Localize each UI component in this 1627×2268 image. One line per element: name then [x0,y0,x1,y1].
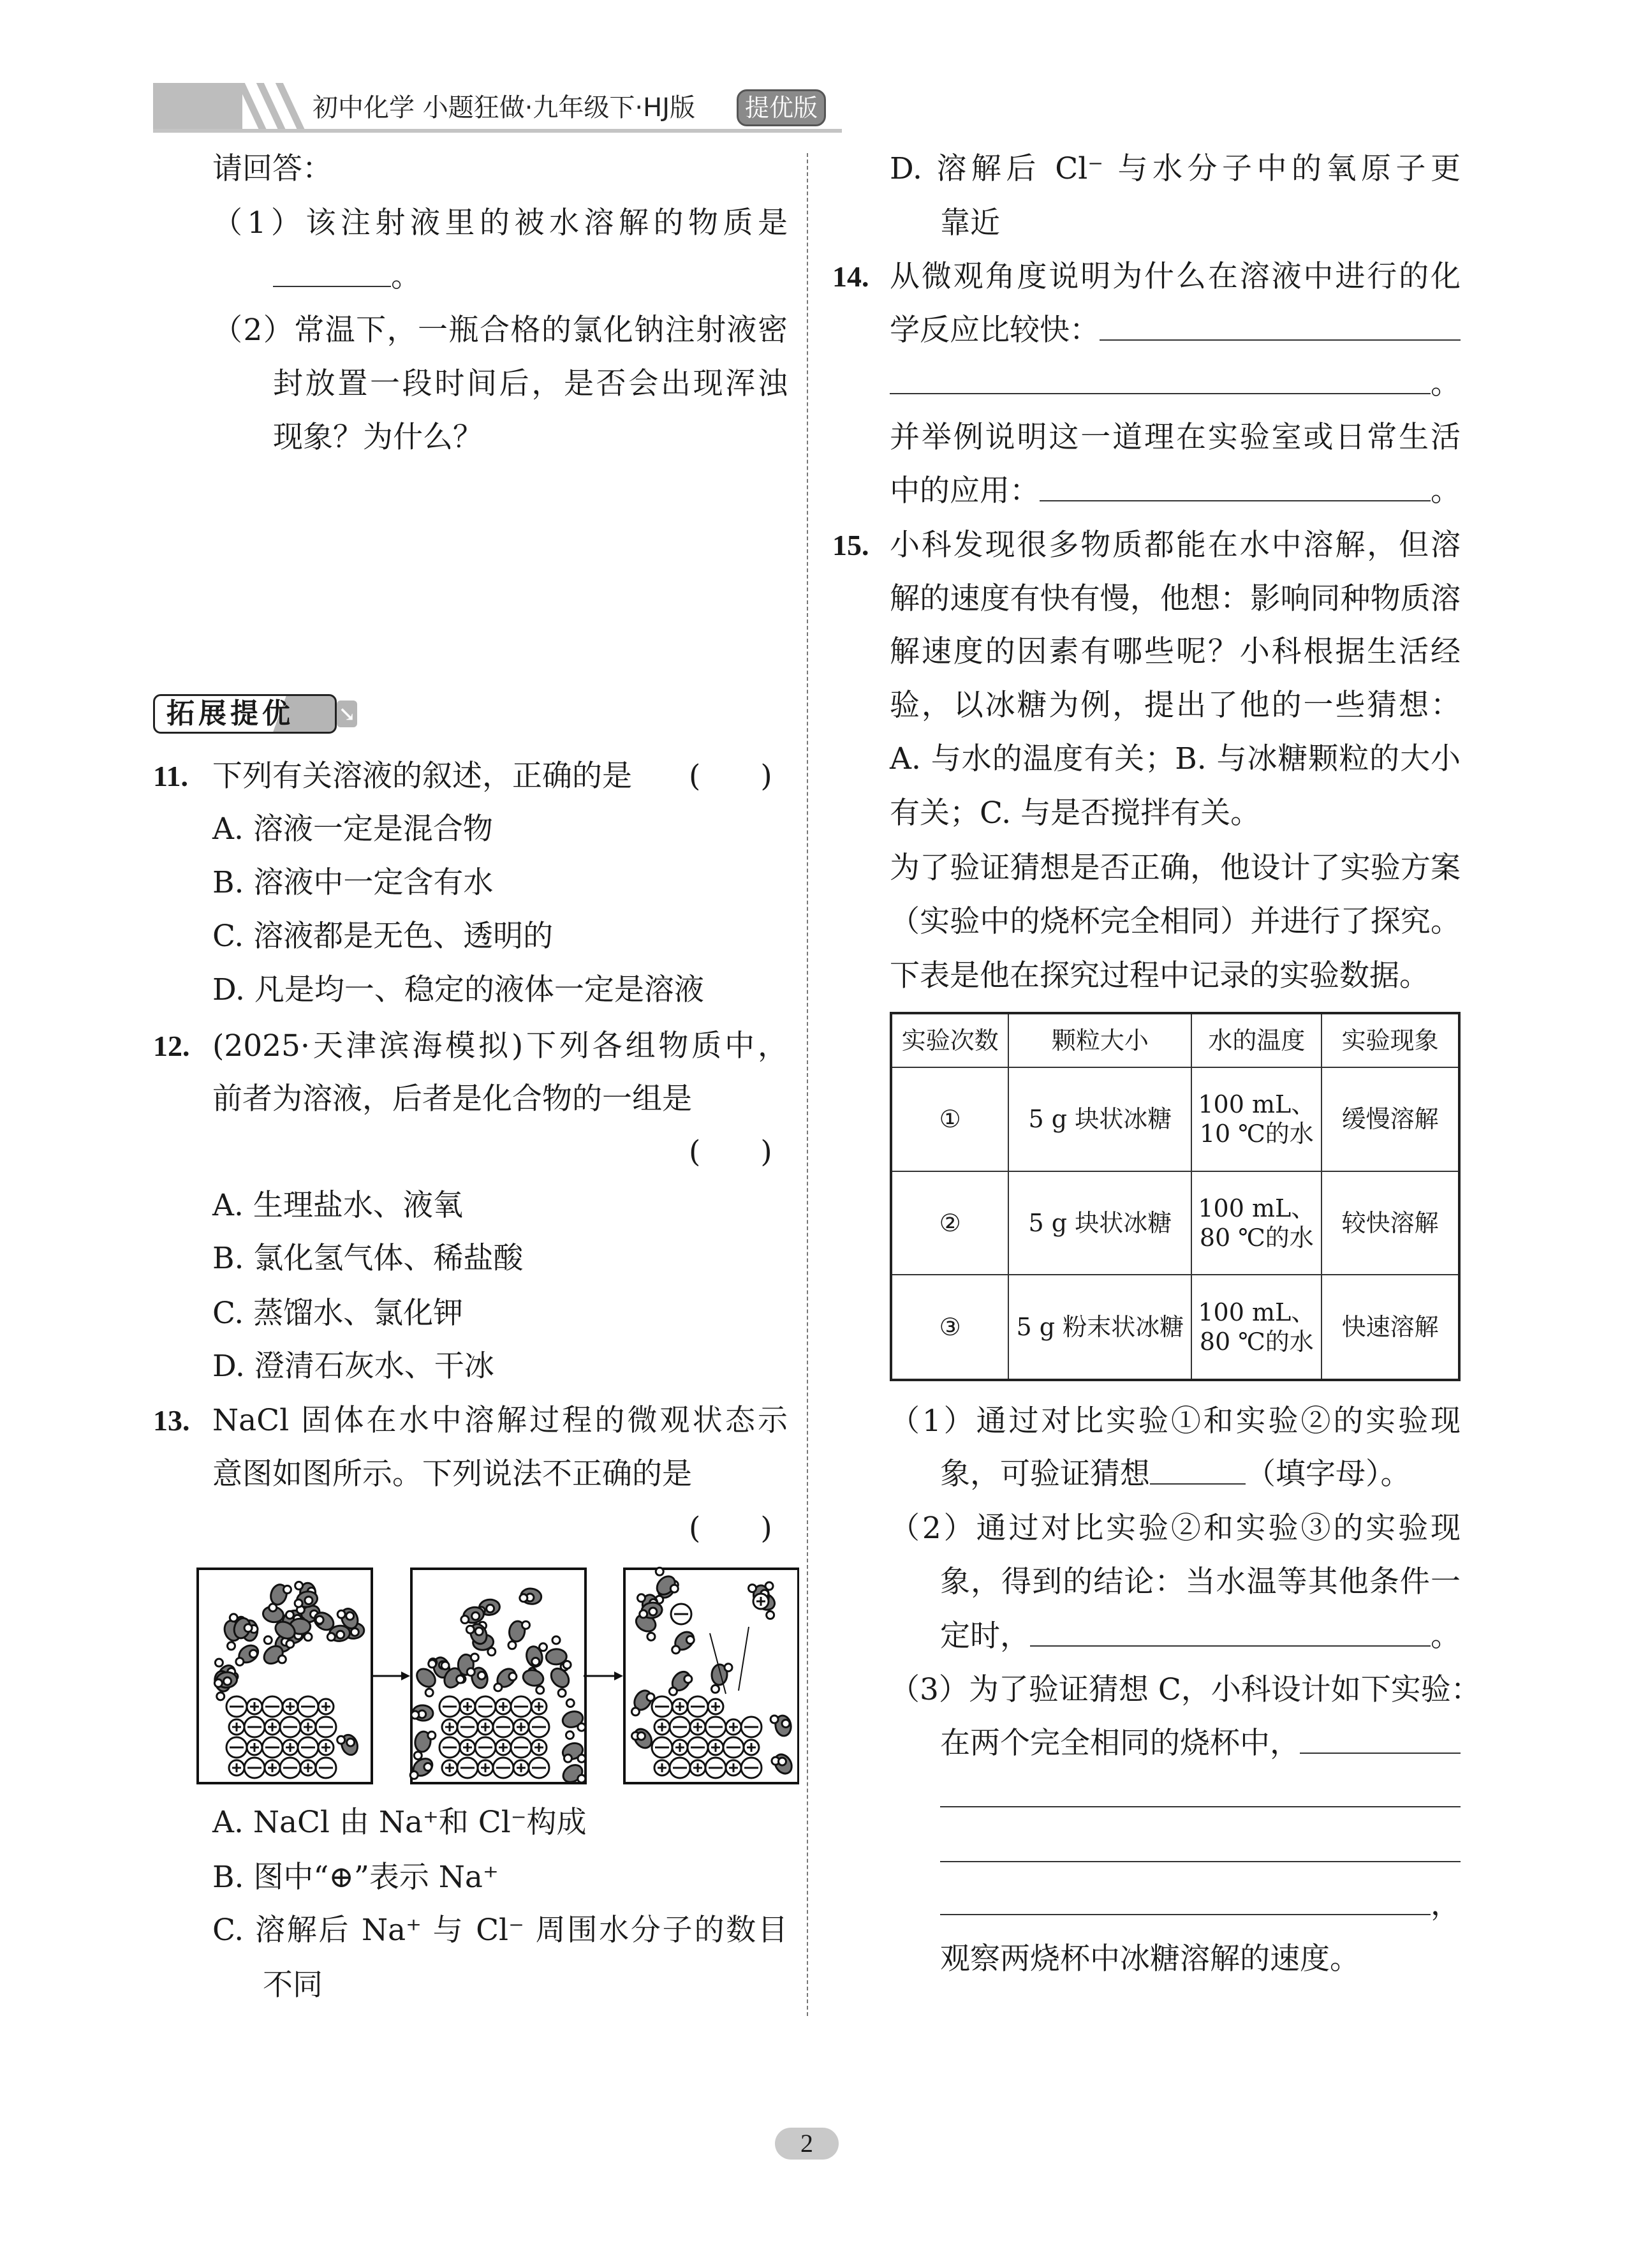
hydrogen-atom-icon [564,1754,571,1762]
period: 。 [1431,473,1461,508]
hydrogen-atom-icon [712,1685,719,1693]
hydrogen-atom-icon [540,1643,547,1651]
period: 。 [1431,366,1461,401]
q11-stem: 下列有关溶液的叙述，正确的是 [212,759,632,794]
q15-line: 解的速度有快有慢，他想：影响同种物质溶 [890,581,1461,616]
q15-line: （实验中的烧杯完全相同）并进行了探究。 [890,904,1461,939]
hydrogen-atom-icon [488,1648,496,1656]
hydrogen-atom-icon [494,1684,502,1691]
table-row [891,1171,1459,1275]
particle-size: 5 g 块状冰糖 [1008,1067,1191,1171]
temperature: 80 ℃的水 [1199,1328,1314,1356]
hydrogen-atom-icon [487,1605,494,1612]
hydrogen-atom-icon [337,1610,345,1618]
hydrogen-atom-icon [578,1723,585,1731]
header-bar [153,83,242,129]
hydrogen-atom-icon [414,1752,422,1760]
hydrogen-atom-icon [295,1582,303,1589]
q11-option-b: B. 溶液中一定含有水 [212,865,494,900]
q13-stem-line1: NaCl 固体在水中溶解过程的微观状态示 [212,1403,788,1438]
hydrogen-atom-icon [631,1708,639,1716]
hydrogen-atom-icon [578,1775,585,1783]
table-row [891,1275,1459,1380]
q14-number: 14. [832,260,869,293]
hydrogen-atom-icon [457,1675,464,1683]
hydrogen-atom-icon [428,1731,436,1739]
q14-line1: 从微观角度说明为什么在溶液中进行的化 [890,259,1461,294]
col-header: 实验次数 [891,1013,1008,1067]
q11-option-c: C. 溶液都是无色、透明的 [212,919,554,954]
q12-answer-paren[interactable]: ( ) [689,1134,772,1169]
hydrogen-atom-icon [214,1679,222,1687]
q15-line: 有关；C. 与是否搅拌有关。 [890,796,1261,831]
hydrogen-atom-icon [640,1610,647,1618]
q15-line: A. 与水的温度有关；B. 与冰糖颗粒的大小 [890,741,1461,776]
q14-line5 [890,464,1461,518]
answer-blank[interactable] [940,1770,1461,1807]
q10-sub1-answer [273,250,421,304]
hydrogen-atom-icon [305,1597,313,1605]
q13-option-c-cont: 不同 [263,1968,323,2003]
hydrogen-atom-icon [424,1763,432,1771]
hydrogen-atom-icon [441,1662,449,1670]
hydrogen-atom-icon [228,1642,235,1650]
hydrogen-atom-icon [649,1608,657,1615]
q10-sub2-line3: 现象？为什么？ [273,420,483,455]
hydrogen-atom-icon [563,1661,571,1668]
page-header [153,83,842,134]
hydrogen-atom-icon [429,1660,436,1668]
q13-stem-line2: 意图如图所示。下列说法不正确的是 [212,1456,692,1492]
hydrogen-atom-icon [478,1671,485,1679]
phenomenon: 较快溶解 [1321,1171,1459,1275]
q15-sub3-line6: 观察两烧杯中冰糖溶解的速度。 [940,1941,1360,1976]
q15-sub1-hint: （填字母）。 [1246,1456,1411,1492]
q15-sub2-text: 定时， [940,1619,1030,1654]
hydrogen-atom-icon [347,1738,355,1746]
hydrogen-atom-icon [566,1731,573,1739]
col-header: 颗粒大小 [1008,1013,1191,1067]
phenomenon: 快速溶解 [1321,1275,1459,1380]
hydrogen-atom-icon [672,1646,680,1654]
q15-sub1-line2 [940,1448,1411,1501]
answer-blank[interactable] [940,1878,1431,1915]
q13-option-d-cont: 靠近 [940,205,1000,241]
particle-size: 5 g 粉末状冰糖 [1008,1275,1191,1380]
experiment-table [890,1012,1461,1381]
answer-blank[interactable] [1100,304,1461,341]
edition-badge: 提优版 [737,89,826,126]
q15-line: 下表是他在探究过程中记录的实验数据。 [890,958,1429,993]
q10-sub1: （1）该注射液里的被水溶解的物质是 [212,205,788,241]
hydrogen-atom-icon [283,1586,291,1594]
q15-line: 验，以冰糖为例，提出了他的一些猜想： [890,688,1461,723]
hydrogen-atom-icon [411,1711,419,1719]
hydrogen-atom-icon [508,1642,516,1649]
answer-prompt: 请回答： [212,151,332,186]
trial-number: ② [891,1171,1008,1275]
section-title: 拓展提优 [166,697,294,730]
hydrogen-atom-icon [286,1611,293,1619]
hydrogen-atom-icon [410,1771,418,1779]
column-divider [807,153,808,2016]
hydrogen-atom-icon [647,1633,655,1640]
q11-option-d: D. 凡是均一、稳定的液体一定是溶液 [212,972,704,1007]
water-temperature [1191,1275,1321,1380]
q15-sub1-text: 象，可验证猜想 [940,1456,1150,1492]
q10-sub2-line2: 封放置一段时间后，是否会出现浑浊 [273,366,788,401]
q15-number: 15. [832,529,869,561]
hydrogen-atom-icon [782,1720,790,1728]
hydrogen-atom-icon [215,1659,223,1666]
hydrogen-atom-icon [578,1754,585,1762]
hydrogen-atom-icon [471,1654,478,1661]
q15-sub1-line1: （1）通过对比实验①和实验②的实验现 [890,1404,1461,1439]
hydrogen-atom-icon [269,1604,277,1612]
hydrogen-atom-icon [552,1636,560,1644]
hydrogen-atom-icon [536,1686,544,1694]
answer-blank[interactable] [1030,1610,1431,1647]
volume: 100 mL、 [1198,1298,1316,1327]
q13-option-c: C. 溶解后 Na⁺ 与 Cl⁻ 周围水分子的数目 [212,1913,788,1948]
q15-line: 为了验证猜想是否正确，他设计了实验方案 [890,850,1461,886]
q15-line: 小科发现很多物质都能在水中溶解，但溶 [890,528,1461,563]
hydrogen-atom-icon [217,1693,225,1700]
hydrogen-atom-icon [249,1650,257,1657]
hydrogen-atom-icon [244,1624,252,1632]
col-header: 水的温度 [1191,1013,1321,1067]
q13-option-d: D. 溶解后 Cl⁻ 与水分子中的氧原子更 [890,151,1461,186]
hydrogen-atom-icon [520,1594,527,1602]
col-header: 实验现象 [1321,1013,1459,1067]
hydrogen-atom-icon [725,1664,732,1671]
q10-sub2-line1: （2）常温下，一瓶合格的氯化钠注射液密 [212,313,788,348]
q13-option-a: A. NaCl 由 Na⁺和 Cl⁻构成 [212,1805,587,1840]
q12-option-d: D. 澄清石灰水、干冰 [212,1349,494,1384]
table-header-row [891,1013,1459,1067]
q11-option-a: A. 溶液一定是混合物 [212,812,493,847]
hydrogen-atom-icon [304,1633,312,1641]
hydrogen-atom-icon [230,1614,237,1622]
hydrogen-atom-icon [346,1612,354,1620]
hydrogen-atom-icon [684,1675,692,1683]
q11-answer-paren[interactable]: ( ) [689,759,772,794]
answer-blank[interactable] [1150,1448,1246,1485]
hydrogen-atom-icon [351,1628,358,1636]
q12-stem-line2: 前者为溶液，后者是化合物的一组是 [212,1081,692,1116]
hydrogen-atom-icon [522,1621,530,1629]
hydrogen-atom-icon [638,1732,645,1740]
arrow-down-right-icon: ↘ [337,700,357,727]
answer-blank[interactable] [1300,1717,1461,1754]
q15-sub3-line1: （3）为了验证猜想 C，小科设计如下实验： [890,1672,1481,1707]
hydrogen-atom-icon [475,1627,483,1635]
book-title: 初中化学 小题狂做·九年级下·HJ版 [313,93,696,122]
q15-line: 解速度的因素有哪些呢？小科根据生活经 [890,634,1461,669]
q12-option-c: C. 蒸馏水、氯化钾 [212,1296,464,1331]
q15-sub2-line2: 象，得到的结论：当水温等其他条件一 [940,1564,1461,1599]
hydrogen-atom-icon [637,1594,645,1602]
q13-option-b: B. 图中“⊕”表示 Na⁺ [212,1860,499,1895]
hydrogen-atom-icon [327,1633,335,1641]
header-rule [153,129,842,133]
q15-sub3-line5 [940,1878,1461,1932]
hydrogen-atom-icon [532,1658,540,1666]
q14-line5-text: 中的应用： [890,473,1040,508]
phenomenon: 缓慢溶解 [1321,1067,1459,1171]
hydrogen-atom-icon [467,1668,475,1676]
hydrogen-atom-icon [669,1687,677,1695]
hydrogen-atom-icon [316,1616,323,1624]
q12-option-a: A. 生理盐水、液氧 [212,1188,463,1223]
temperature: 80 ℃的水 [1199,1224,1314,1252]
q15-sub3-text: 在两个完全相同的烧杯中， [940,1726,1300,1761]
particle-size: 5 g 块状冰糖 [1008,1171,1191,1275]
hydrogen-atom-icon [472,1612,480,1620]
hydrogen-atom-icon [264,1636,272,1644]
trial-number: ① [891,1067,1008,1171]
hydrogen-atom-icon [778,1758,786,1765]
q11-number: 11. [153,760,188,792]
volume: 100 mL、 [1198,1194,1316,1223]
hydrogen-atom-icon [224,1677,232,1685]
q14-line3 [890,357,1461,411]
hydrogen-atom-icon [278,1656,286,1663]
temperature: 10 ℃的水 [1199,1120,1314,1148]
answer-blank[interactable] [890,357,1431,394]
q15-sub3-line2 [940,1717,1461,1770]
hydrogen-atom-icon [770,1716,778,1723]
hydrogen-atom-icon [337,1736,345,1744]
volume: 100 mL、 [1198,1090,1316,1119]
hydrogen-atom-icon [295,1599,302,1607]
trial-number: ③ [891,1275,1008,1380]
section-heading [153,694,337,734]
q15-sub2-line3 [940,1610,1461,1663]
hydrogen-atom-icon [656,1568,663,1575]
q12-stem-line1: (2025·天津滨海模拟)下列各组物质中， [212,1028,788,1064]
nacl-dissolution-diagram [196,1566,799,1786]
table-row [891,1067,1459,1171]
q15-sub3-line4 [940,1825,1461,1879]
water-temperature [1191,1171,1321,1275]
answer-blank[interactable] [273,250,391,287]
q13-answer-paren[interactable]: ( ) [689,1511,772,1546]
q12-number: 12. [153,1030,190,1062]
period: 。 [1431,1619,1461,1654]
hydrogen-atom-icon [337,1631,344,1638]
q14-line2 [890,304,1461,357]
q15-sub2-line1: （2）通过对比实验②和实验③的实验现 [890,1511,1461,1546]
hydrogen-atom-icon [686,1636,694,1644]
hydrogen-atom-icon [558,1689,566,1697]
hydrogen-atom-icon [566,1700,574,1707]
hydrogen-atom-icon [670,1585,678,1592]
water-temperature [1191,1067,1321,1171]
q13-number: 13. [153,1404,190,1437]
answer-blank[interactable] [940,1825,1461,1862]
hydrogen-atom-icon [236,1658,244,1666]
period: 。 [391,259,421,294]
q12-option-b: B. 氯化氢气体、稀盐酸 [212,1241,524,1276]
hydrogen-atom-icon [767,1612,774,1619]
q14-line2-text: 学反应比较快： [890,313,1100,348]
hydrogen-atom-icon [461,1616,469,1624]
hydrogen-atom-icon [749,1585,756,1592]
answer-blank[interactable] [1040,464,1431,501]
q14-line4: 并举例说明这一道理在实验室或日常生活 [890,420,1461,455]
hydrogen-atom-icon [286,1640,294,1648]
comma: ， [1431,1887,1461,1922]
hydrogen-atom-icon [425,1689,433,1696]
hydrogen-atom-icon [466,1626,474,1633]
arrow-head-icon [614,1671,623,1680]
page-number: 2 [775,2128,839,2160]
arrow-head-icon [401,1671,410,1680]
hydrogen-atom-icon [509,1673,517,1680]
q15-sub3-line3 [940,1770,1461,1824]
